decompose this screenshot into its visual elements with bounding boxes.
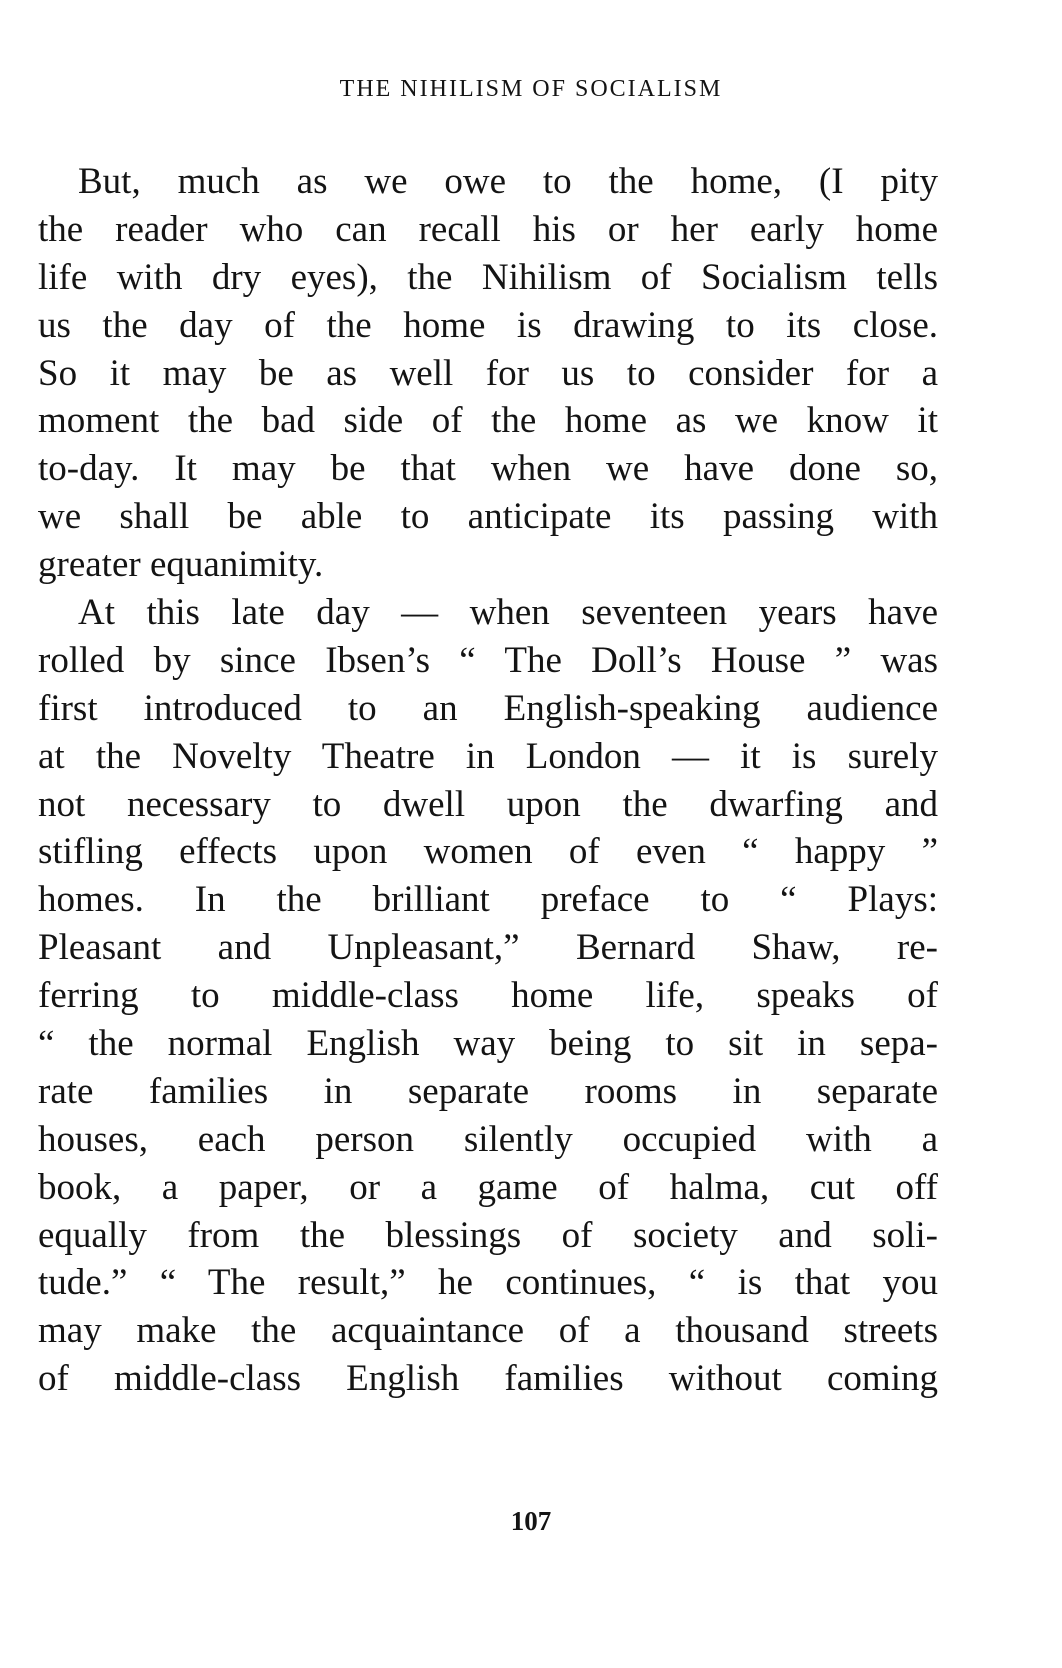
- text-line: So it may be as well for us to consider for a: [38, 352, 938, 394]
- running-head: THE NIHILISM OF SOCIALISM: [339, 76, 723, 102]
- text-line: ferring to middle-class home life, speaks of: [38, 975, 938, 1017]
- text-line: At this late day — when seventeen years have: [78, 592, 938, 634]
- text-line: greater equanimity.: [38, 544, 324, 586]
- text-line: moment the bad side of the home as we know it: [38, 400, 938, 442]
- text-line: homes. In the brilliant preface to “ Plays:: [38, 879, 938, 921]
- text-line: of middle-class English families without coming: [38, 1358, 938, 1400]
- page-number: 107: [510, 1506, 552, 1536]
- text-line: at the Novelty Theatre in London — it is surely: [38, 735, 938, 777]
- text-line: book, a paper, or a game of halma, cut off: [38, 1166, 938, 1208]
- text-line: houses, each person silently occupied with a: [38, 1118, 938, 1160]
- text-line: But, much as we owe to the home, (I pity: [78, 161, 938, 202]
- text-line: life with dry eyes), the Nihilism of Socialism tells: [38, 256, 938, 298]
- text-line: rolled by since Ibsen’s “ The Doll’s House ” was: [38, 639, 938, 681]
- text-line: the reader who can recall his or her early home: [38, 208, 938, 250]
- text-line: to-day. It may be that when we have done so,: [38, 448, 938, 490]
- text-line: equally from the blessings of society and soli-: [38, 1214, 938, 1256]
- text-line: Pleasant and Unpleasant,” Bernard Shaw, re-: [38, 927, 938, 969]
- text-line: us the day of the home is drawing to its close.: [38, 304, 938, 346]
- text-line: first introduced to an English-speaking audience: [38, 687, 938, 729]
- text-line: may make the acquaintance of a thousand streets: [38, 1310, 938, 1352]
- text-line: we shall be able to anticipate its passing with: [38, 496, 938, 538]
- paragraph: [38, 158, 938, 589]
- text-line: “ the normal English way being to sit in sepa-: [38, 1023, 938, 1065]
- text-line: stifling effects upon women of even “ happy ”: [38, 831, 938, 873]
- text-line: not necessary to dwell upon the dwarfing and: [38, 783, 938, 825]
- paragraph: [38, 589, 938, 1403]
- text-line: tude.” “ The result,” he continues, “ is that you: [38, 1262, 938, 1304]
- text-line: rate families in separate rooms in separate: [38, 1070, 938, 1112]
- body-text: [38, 158, 938, 1403]
